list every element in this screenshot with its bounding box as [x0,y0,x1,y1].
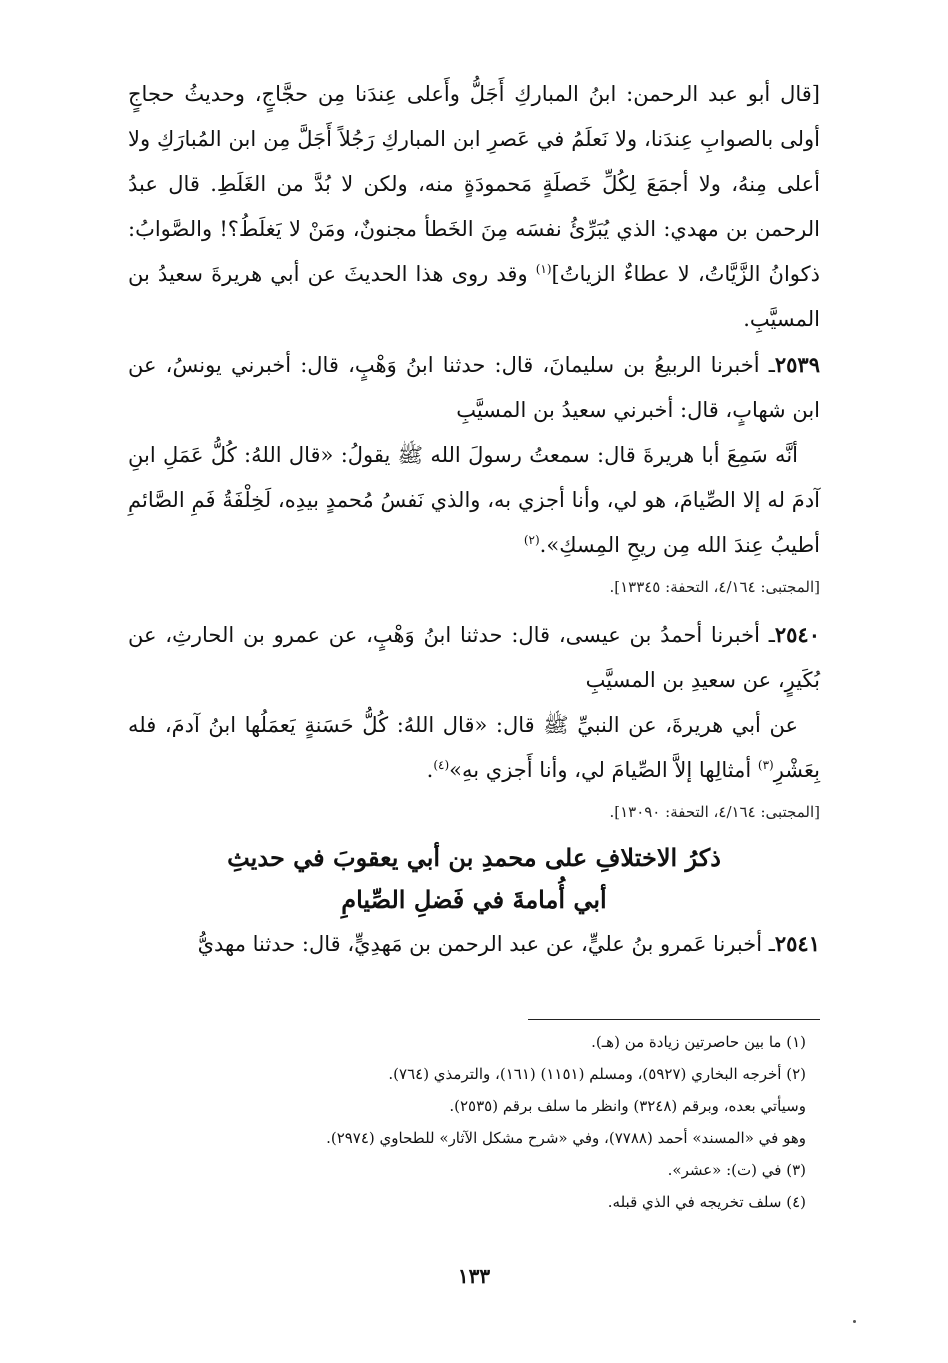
intro-tail: وقد روى هذا الحديثَ عن أبي هريرةَ سعيدُ بن المسيَّبِ. [128,262,820,331]
hadith-2539-isnad-text: ـ أخبرنا الربيعُ بن سليمانَ، قال: حدثنا ابنُ وَهْبٍ، قال: أخبرني يونسُ، عن ابن شهابٍ، قال: أخبرني سعيدُ بن المسيَّبِ [128,353,820,422]
hadith-2540-isnad-text: ـ أخبرنا أحمدُ بن عيسى، قال: حدثنا ابنُ وَهْبٍ، عن عمرو بن الحارثِ، عن بُكَيرٍ، عن سعيدِ بن المسيَّبِ [128,623,820,692]
hadith-2540-matn-b: أمثالِها إلاَّ الصِّيامَ لي، وأنا أَجزي بهِ» [449,758,758,782]
intro-text: [قال أبو عبد الرحمن: ابنُ المباركِ أَجَلُّ وأَعلى عِندَنا مِن حجَّاجٍ، وحديثُ حجاجٍ أولى بالصوابِ عِندَنا، ولا نَعلَمُ في عَصرِ ابن المباركِ رَجُلاً أَجَلَّ مِن ابن المُبارَكِ ولا أعلى مِنهُ، ولا أجمَعَ لِكُلِّ خَصلَةٍ مَحمودَةٍ منه، ولكن لا بُدَّ من الغَلَطِ. قال عبدُ الرحمن بن مهدي: الذي يُبَرِّئُ نفسَه مِنَ الخَطأ مجنونٌ، ومَنْ لا يَغلَطُ؟! والصَّوابُ: ذكوانُ الزَّيَّاتُ، لا عطاءٌ الزياتُ] [128,82,820,286]
chapter-heading-line-1: ذكرُ الاختلافِ على محمدِ بن أبي يعقوبَ في حديثِ [227,843,721,872]
footnote-4: (٤) سلف تخريجه في الذي قبله. [607,1193,806,1211]
page-body [128,72,820,1218]
footnote-1: (١) ما بين حاصرتين زيادة من (هـ). [591,1033,806,1051]
hadith-2540-matn-a: عن أبي هريرةَ، عن النبيِّ ﷺ قال: «قال اللهُ: كُلُّ حَسَنةٍ يَعمَلُها ابنُ آدمَ، فله بِعَشْرِ [128,713,820,782]
hadith-2541-number: ٢٥٤١ [774,931,820,956]
footnote-marker-3: (٣) [757,758,774,772]
hadith-2541-isnad-text: ـ أخبرنا عَمرو بنُ عليٍّ، عن عبد الرحمن بن مَهدِيٍّ، قال: حدثنا مهديُّ [197,932,775,956]
intro-paragraph [128,72,820,342]
footnotes [128,1026,820,1218]
footnote-2-cont-b: وهو في «المسند» أحمد (٧٧٨٨)، وفي «شرح مشكل الآثار» للطحاوي (٢٩٧٤). [326,1129,806,1147]
hadith-2540-matn [128,703,820,793]
footnote-marker-4: (٤) [433,758,450,772]
chapter-heading-line-2: أبي أُمامةَ في فَضلِ الصِّيامِ [341,885,607,914]
footnote-3: (٣) في (ت): «عشر». [667,1161,806,1179]
hadith-2540-isnad [128,612,820,703]
scan-speck [853,1320,856,1323]
hadith-2540-number: ٢٥٤٠ [774,622,820,647]
hadith-2539-isnad [128,342,820,433]
hadith-2539-matn [128,433,820,568]
footnote-2: (٢) أخرجه البخاري (٥٩٢٧)، ومسلم (١١٥١) (١٦١)، والترمذي (٧٦٤). [388,1065,806,1083]
hadith-2540-reference: [المجتبى: ٤/١٦٤، التحفة: ١٣٠٩٠]. [609,803,820,821]
page-number: ١٣٣ [457,1264,491,1288]
hadith-2540-matn-c: . [426,758,434,782]
footnote-marker-2: (٢) [523,533,540,547]
hadith-2541-isnad [128,921,820,967]
footnote-2-cont-a: وسيأتي بعده، وبرقم (٣٢٤٨) وانظر ما سلف برقم (٢٥٣٥). [449,1097,806,1115]
footnote-marker-1: (١) [535,262,552,276]
hadith-2539-number: ٢٥٣٩ [774,352,820,377]
footnote-divider [528,1019,820,1020]
hadith-2539-matn-text: أنَّه سَمِعَ أبا هريرةَ قال: سمعتُ رسولَ الله ﷺ يقولُ: «قال اللهُ: كُلُّ عَمَلِ ابنِ آدمَ له إلا الصِّيامَ، هو لي، وأنا أجزي به، والذي نَفسُ مُحمدٍ بيدِه، لَخِلْفَةُ فَمِ الصَّائمِ أطيبُ عِندَ الله مِن ريحِ المِسكِ». [128,443,820,557]
hadith-2539-reference: [المجتبى: ٤/١٦٤، التحفة: ١٣٣٤٥]. [609,578,820,596]
